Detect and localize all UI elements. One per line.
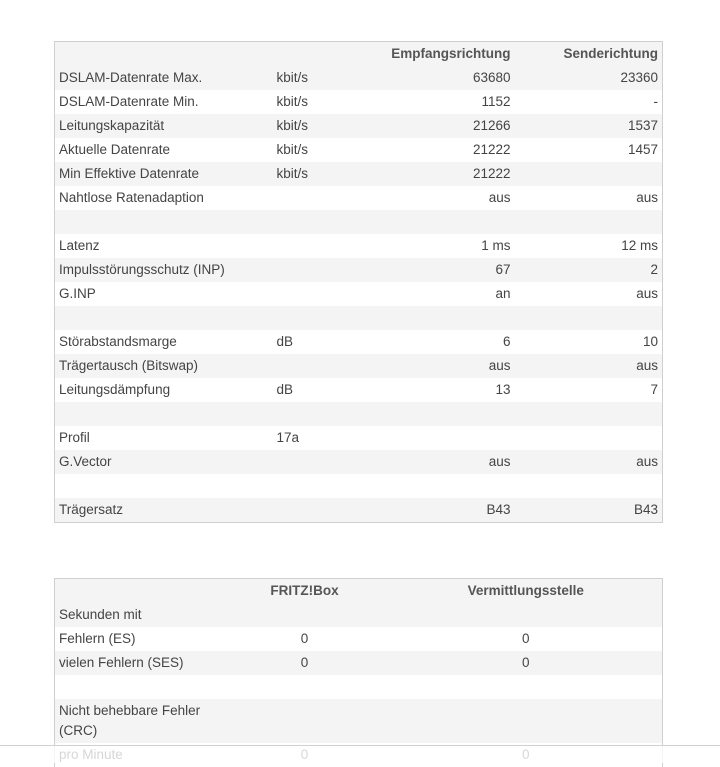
table-row xyxy=(55,699,663,743)
row-upstream-value xyxy=(515,402,663,426)
row-unit xyxy=(273,354,373,378)
row-label xyxy=(55,474,273,498)
header-exchange: Vermittlungsstelle xyxy=(390,579,663,604)
row-downstream-value: 13 xyxy=(495,382,511,397)
row-unit: kbit/s xyxy=(276,94,309,109)
header-unit xyxy=(273,42,373,67)
row-unit xyxy=(273,402,373,426)
row-upstream-value: 1537 xyxy=(627,118,658,133)
row-downstream-value xyxy=(373,426,515,450)
table-row xyxy=(55,114,663,138)
row-label xyxy=(55,675,220,699)
row-upstream-value: aus xyxy=(636,358,658,373)
header-fritzbox: FRITZ!Box xyxy=(220,579,390,604)
row-downstream-value xyxy=(373,306,515,330)
row-unit: kbit/s xyxy=(276,166,309,181)
row-upstream-value xyxy=(515,474,663,498)
row-label xyxy=(55,402,273,426)
row-upstream-value: 12 ms xyxy=(621,238,658,253)
row-unit: kbit/s xyxy=(276,142,309,157)
row-label: Leitungsdämpfung xyxy=(59,382,171,397)
row-upstream-value: aus xyxy=(636,190,658,205)
row-downstream-value: B43 xyxy=(486,502,511,517)
row-unit xyxy=(273,450,373,474)
row-exchange-value: 0 xyxy=(521,631,530,646)
row-downstream-value: aus xyxy=(488,358,511,373)
row-unit: dB xyxy=(276,382,294,397)
row-unit xyxy=(273,234,373,258)
row-fritzbox-value xyxy=(220,699,390,743)
row-upstream-value: 1457 xyxy=(627,142,658,157)
row-exchange-value xyxy=(390,699,663,743)
table-row xyxy=(55,378,663,402)
row-exchange-value xyxy=(390,603,663,627)
row-upstream-value: aus xyxy=(636,286,658,301)
table-row xyxy=(55,162,663,186)
table-row xyxy=(55,282,663,306)
row-unit: kbit/s xyxy=(276,70,309,85)
table-row xyxy=(55,354,663,378)
spacer-row xyxy=(55,210,663,234)
row-label: DSLAM-Datenrate Max. xyxy=(59,70,203,85)
error-statistics-table xyxy=(54,578,663,767)
row-label xyxy=(55,306,273,330)
row-downstream-value: aus xyxy=(488,190,511,205)
row-fritzbox-value xyxy=(220,675,390,699)
table-row xyxy=(55,651,663,675)
row-upstream-value: B43 xyxy=(633,502,658,517)
table-row xyxy=(55,66,663,90)
table-header-row xyxy=(55,42,663,67)
table-row xyxy=(55,258,663,282)
row-exchange-value xyxy=(390,675,663,699)
row-label: Profil xyxy=(59,430,90,445)
row-upstream-value: aus xyxy=(636,454,658,469)
row-downstream-value: 1152 xyxy=(481,94,511,109)
row-label: G.Vector xyxy=(59,454,112,469)
row-fritzbox-value: 0 xyxy=(300,655,309,670)
row-upstream-value xyxy=(515,426,663,450)
table-row xyxy=(55,627,663,651)
row-downstream-value: an xyxy=(495,286,511,301)
row-downstream-value xyxy=(373,210,515,234)
row-downstream-value: 6 xyxy=(502,334,511,349)
row-label: Impulsstörungsschutz (INP) xyxy=(59,262,225,277)
dsl-line-info-table xyxy=(54,41,663,523)
spacer-row xyxy=(55,474,663,498)
row-label: Trägertausch (Bitswap) xyxy=(59,358,199,373)
row-label: Latenz xyxy=(59,238,100,253)
row-unit: kbit/s xyxy=(276,118,309,133)
row-downstream-value: 67 xyxy=(495,262,511,277)
row-fritzbox-value xyxy=(220,603,390,627)
row-fritzbox-value: 0 xyxy=(300,631,309,646)
table-row xyxy=(55,234,663,258)
row-downstream-value: 1 ms xyxy=(481,238,511,253)
spacer-row xyxy=(55,306,663,330)
row-label: G.INP xyxy=(59,286,96,301)
row-label: Fehlern (ES) xyxy=(59,631,136,646)
row-label: DSLAM-Datenrate Min. xyxy=(59,94,199,109)
row-upstream-value xyxy=(515,210,663,234)
row-upstream-value: 7 xyxy=(650,382,658,397)
row-downstream-value: 63680 xyxy=(472,70,511,85)
header-upstream: Senderichtung xyxy=(515,42,663,67)
table-row xyxy=(55,426,663,450)
row-upstream-value: - xyxy=(653,94,658,109)
row-label xyxy=(55,210,273,234)
table-row xyxy=(55,90,663,114)
row-exchange-value: 0 xyxy=(521,655,530,670)
row-unit xyxy=(273,186,373,210)
row-label: vielen Fehlern (SES) xyxy=(59,655,184,670)
table-row xyxy=(55,186,663,210)
header-label xyxy=(55,42,273,67)
spacer-row xyxy=(55,402,663,426)
row-upstream-value: 2 xyxy=(650,262,658,277)
row-upstream-value: 10 xyxy=(642,334,658,349)
row-unit xyxy=(273,210,373,234)
row-downstream-value: aus xyxy=(488,454,511,469)
table-row xyxy=(55,450,663,474)
row-unit xyxy=(273,498,373,523)
table-row xyxy=(55,138,663,162)
row-upstream-value xyxy=(515,306,663,330)
row-unit xyxy=(273,306,373,330)
row-unit xyxy=(273,282,373,306)
header-downstream: Empfangsrichtung xyxy=(373,42,515,67)
row-label: Störabstandsmarge xyxy=(59,334,177,349)
row-unit: 17a xyxy=(276,430,300,445)
row-label: Nicht behebbare Fehler (CRC) xyxy=(59,703,201,738)
spacer-row xyxy=(55,675,663,699)
row-unit xyxy=(273,258,373,282)
table-header-row xyxy=(55,579,663,604)
scroll-overlay xyxy=(0,745,720,763)
row-label: Aktuelle Datenrate xyxy=(59,142,171,157)
row-downstream-value: 21222 xyxy=(472,166,511,181)
row-downstream-value xyxy=(373,402,515,426)
row-downstream-value: 21266 xyxy=(472,118,511,133)
row-label: Nahtlose Ratenadaption xyxy=(59,190,204,205)
row-upstream-value xyxy=(515,162,663,186)
row-label: Sekunden mit xyxy=(59,607,142,622)
table-row xyxy=(55,603,663,627)
row-upstream-value: 23360 xyxy=(620,70,658,85)
table-row xyxy=(55,498,663,523)
table-row xyxy=(55,330,663,354)
row-unit: dB xyxy=(276,334,294,349)
header-label xyxy=(55,579,220,604)
row-label: Min Effektive Datenrate xyxy=(59,166,200,181)
row-downstream-value: 21222 xyxy=(472,142,511,157)
row-downstream-value xyxy=(373,474,515,498)
row-label: Trägersatz xyxy=(59,502,124,517)
row-unit xyxy=(273,474,373,498)
row-label: Leitungskapazität xyxy=(59,118,165,133)
